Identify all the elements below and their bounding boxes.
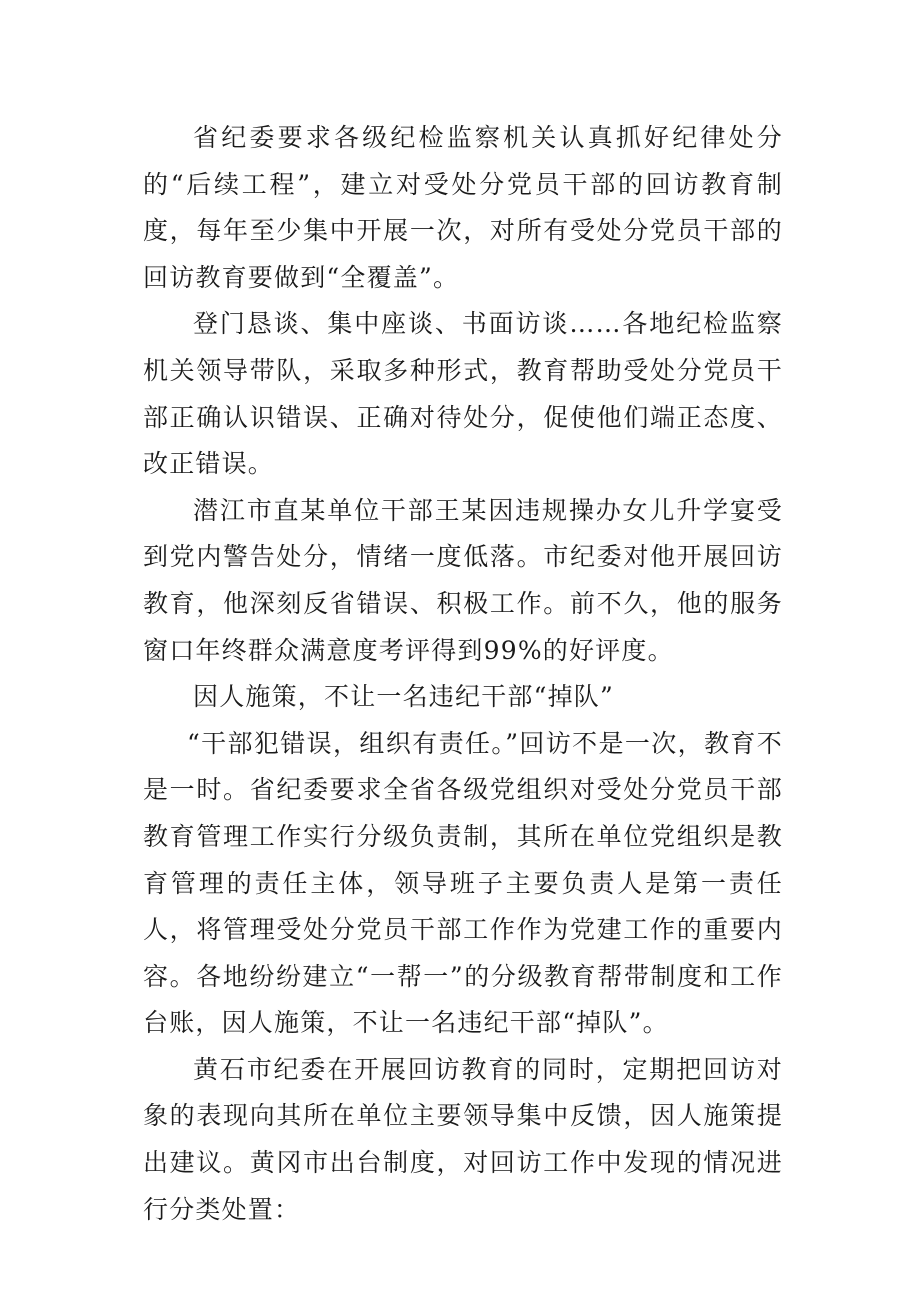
section-heading: 因人施策，不让一名违纪干部“掉队” xyxy=(193,682,614,712)
paragraph-follow-up-engineering: 省纪委要求各级纪检监察机关认真抓好纪律处分的“后续工程”，建立对受处分党员干部的回访教育制度，每年至少集中开展一次，对所有受处分党员干部的回访教育要做到“全覆盖”。 xyxy=(143,123,783,292)
document-body xyxy=(143,115,783,1233)
paragraph-qianjiang-case: 潜江市直某单位干部王某因违规操办女儿升学宴受到党内警告处分，情绪一度低落。市纪委对他开展回访教育，他深刻反省错误、积极工作。前不久，他的服务窗口年终群众满意度考评得到99%的好评度。 xyxy=(143,495,783,665)
paragraph-responsibility: “干部犯错误，组织有责任。”回访不是一次，教育不是一时。省纪委要求全省各级党组织对受处分党员干部教育管理工作实行分级负责制，其所在单位党组织是教育管理的责任主体，领导班子主要负责人是第一责任人，将管理受处分党员干部工作作为党建工作的重要内容。各地纷纷建立“一帮一”的分级教育帮带制度和工作台账，因人施策，不让一名违纪干部“掉队”。 xyxy=(143,728,783,1038)
paragraph-huangshi-huanggang: 黄石市纪委在开展回访教育的同时，定期把回访对象的表现向其所在单位主要领导集中反馈，因人施策提出建议。黄冈市出台制度，对回访工作中发现的情况进行分类处置： xyxy=(143,1054,783,1224)
paragraph-visit-forms: 登门恳谈、集中座谈、书面访谈……各地纪检监察机关领导带队，采取多种形式，教育帮助受处分党员干部正确认识错误、正确对待处分，促使他们端正态度、改正错误。 xyxy=(143,309,783,479)
